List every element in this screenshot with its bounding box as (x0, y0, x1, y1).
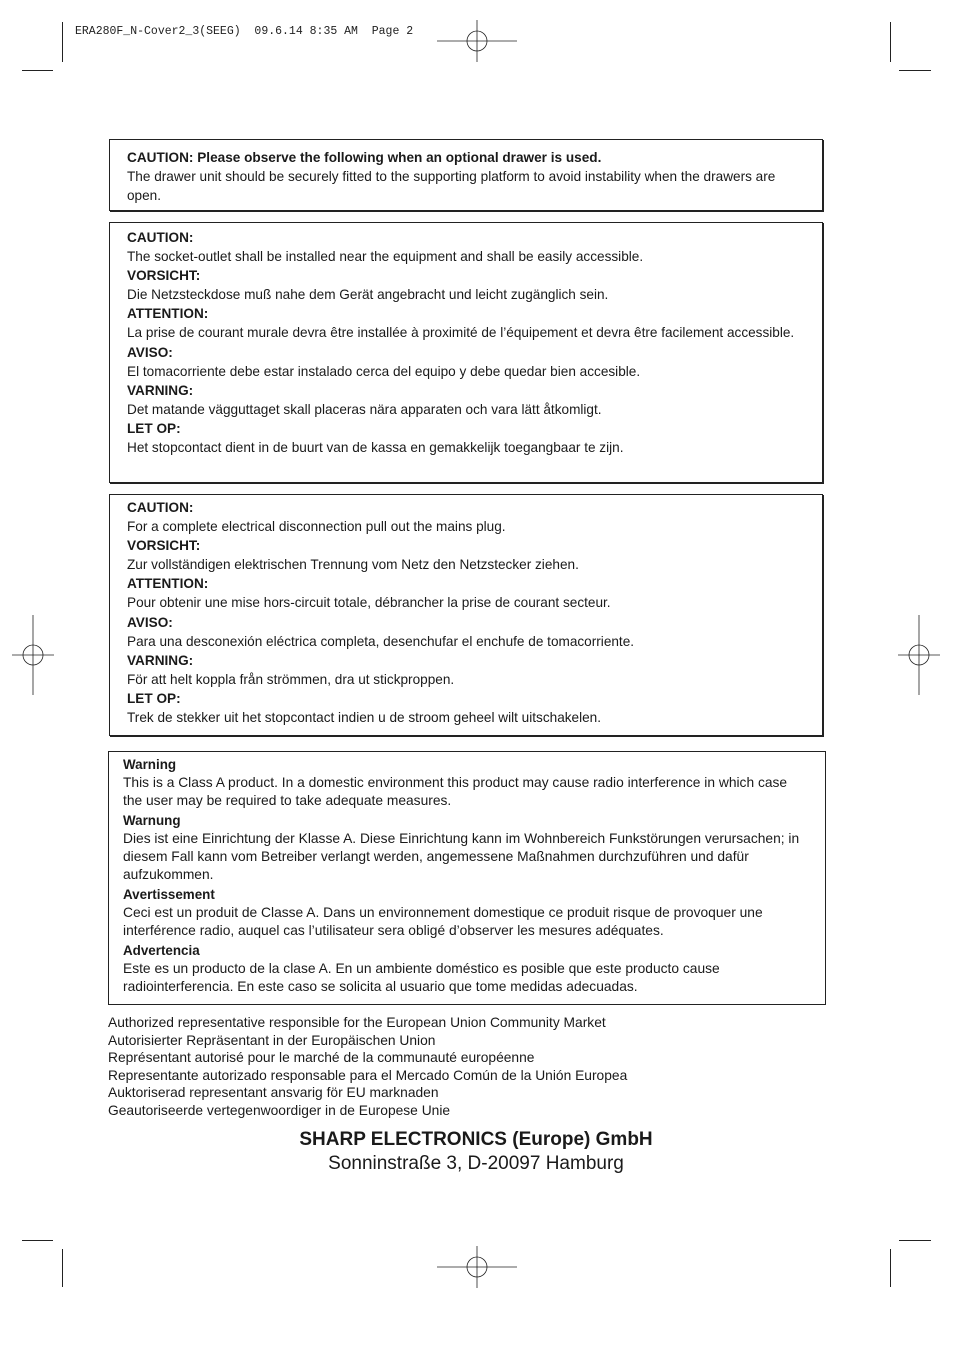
drawer-caution-heading: CAUTION: Please observe the following when an optional drawer is used. (127, 150, 602, 165)
caution-text: Die Netzsteckdose muß nahe dem Gerät angebracht und leicht zugänglich sein. (127, 287, 609, 303)
socket-outlet-caution-box (109, 222, 823, 483)
warning-text: Dies ist eine Einrichtung der Klasse A. Diese Einrichtung kann im Wohnbereich Funkstörungen verursachen; in diesem Fall kann vom Betreiber verlangt werden, angemessene Maßnahmen durchzuführen und dafür aufzukommen. (123, 831, 800, 882)
warning-text: Ceci est un produit de Classe A. Dans un environnement domestique ce produit risque de provoquer une interférence radio, auquel cas l’utilisateur sera obligé d’observer les mesures adéquates. (123, 905, 763, 938)
caution-text: Pour obtenir une mise hors-circuit totale, débrancher la prise de courant secteur. (127, 595, 611, 611)
crop-mark (22, 70, 53, 71)
warning-label: Advertencia (123, 943, 200, 958)
crop-mark (899, 1240, 931, 1241)
caution-text: La prise de courant murale devra être installée à proximité de l’équipement et devra être facilement accessible. (127, 325, 795, 341)
caution-label: VARNING: (127, 652, 194, 668)
caution-text: For a complete electrical disconnection pull out the mains plug. (127, 519, 506, 535)
representative-line: Représentant autorisé pour le marché de la communauté européenne (108, 1050, 535, 1066)
company-address: Sonninstraße 3, D-20097 Hamburg (328, 1153, 624, 1174)
caution-label: CAUTION: (127, 500, 194, 515)
caution-text: För att helt koppla från strömmen, dra ut stickproppen. (127, 671, 455, 687)
authorized-representative-list (108, 1014, 828, 1120)
caution-label: LET OP: (127, 420, 181, 436)
caution-label: VARNING: (127, 382, 194, 398)
warning-text: This is a Class A product. In a domestic environment this product may cause radio interference in which case the user may be required to take adequate measures. (123, 775, 788, 808)
print-slug: ERA280F_N-Cover2_3(SEEG) 09.6.14 8:35 AM Page 2 (75, 25, 414, 38)
caution-label: LET OP: (127, 690, 181, 706)
caution-label: AVISO: (127, 614, 173, 630)
warning-label: Avertissement (123, 887, 215, 902)
registration-mark-top-icon (437, 20, 517, 62)
drawer-caution-box (109, 139, 823, 211)
drawer-caution-text: The drawer unit should be securely fitted to the supporting platform to avoid instability when the drawers are open. (127, 169, 776, 204)
registration-mark-bottom-icon (437, 1246, 517, 1288)
crop-mark (62, 22, 63, 62)
crop-mark (899, 70, 931, 71)
representative-line: Authorized representative responsible for the European Union Community Market (108, 1015, 606, 1030)
disconnection-caution-box (109, 494, 823, 736)
caution-text: The socket-outlet shall be installed near the equipment and shall be easily accessible. (127, 249, 644, 265)
registration-mark-right-icon (898, 615, 940, 695)
caution-label: ATTENTION: (127, 306, 209, 322)
warning-text: Este es un producto de la clase A. En un ambiente doméstico es posible que este producto cause radiointerferencia. En este caso se solicita al usuario que tome medidas adecuadas. (123, 961, 720, 994)
crop-mark (22, 1240, 53, 1241)
company-name: SHARP ELECTRONICS (Europe) GmbH (299, 1129, 653, 1150)
caution-text: Zur vollständigen elektrischen Trennung vom Netz den Netzstecker ziehen. (127, 557, 579, 573)
warning-label: Warnung (123, 813, 181, 828)
caution-text: Het stopcontact dient in de buurt van de kassa en gemakkelijk toegangbaar te zijn. (127, 440, 624, 456)
caution-text: Para una desconexión eléctrica completa, desenchufar el enchufe de tomacorriente. (127, 633, 635, 649)
crop-mark (62, 1249, 63, 1287)
representative-line: Geautoriseerde vertegenwoordiger in de Europese Unie (108, 1102, 451, 1118)
crop-mark (890, 22, 891, 62)
caution-text: Det matande vägguttaget skall placeras nära apparaten och vara lätt åtkomligt. (127, 401, 602, 417)
caution-label: VORSICHT: (127, 538, 201, 554)
caution-label: AVISO: (127, 344, 173, 360)
crop-mark (890, 1249, 891, 1287)
caution-text: El tomacorriente debe estar instalado cerca del equipo y debe quedar bien accesible. (127, 363, 641, 379)
representative-line: Auktoriserad representant ansvarig för EU marknaden (108, 1085, 439, 1101)
representative-line: Representante autorizado responsable para el Mercado Común de la Unión Europea (108, 1067, 628, 1083)
caution-label: VORSICHT: (127, 268, 201, 284)
warning-label: Warning (123, 757, 177, 772)
company-block (108, 1128, 844, 1176)
caution-label: ATTENTION: (127, 576, 209, 592)
caution-text: Trek de stekker uit het stopcontact indien u de stroom geheel wilt uitschakelen. (127, 710, 602, 726)
caution-label: CAUTION: (127, 230, 194, 245)
representative-line: Autorisierter Repräsentant in der Europäischen Union (108, 1032, 436, 1048)
class-a-warning-box (108, 751, 826, 1005)
registration-mark-left-icon (12, 615, 54, 695)
